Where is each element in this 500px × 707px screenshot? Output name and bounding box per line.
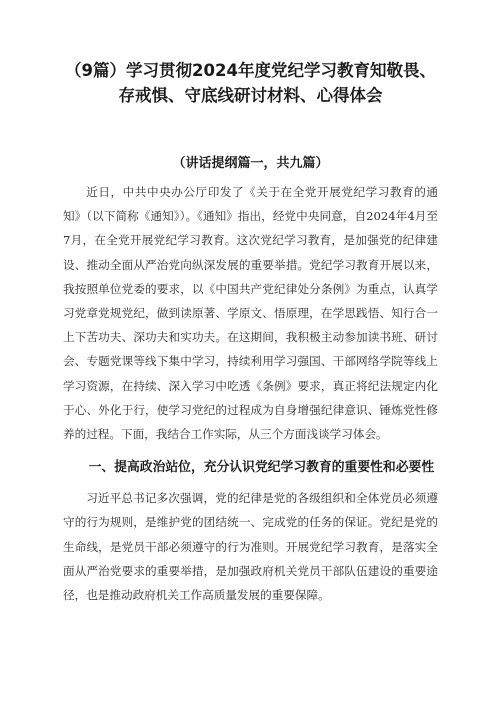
document-title [63, 58, 438, 108]
section-1-paragraph: 习近平总书记多次强调，党的纪律是党的各级组织和全体党员必须遵守的行为规则，是维护党的团结统一、完成党的任务的保证。党纪是党的生命线，是党员干部必须遵守的行为准则。开展党纪学习教育，是落实全面从严治党要求的重要举措，是加强政府机关党员干部队伍建设的重要途径，也是推动政府机关工作高质量发展的重要保障。 [63, 491, 438, 603]
title-line-2: 存戒惧、守底线研讨材料、心得体会 [118, 86, 383, 105]
title-line-1: （9篇）学习贯彻2024年度党纪学习教育知敬畏、 [65, 61, 436, 80]
intro-paragraph: 近日，中共中央办公厅印发了《关于在全党开展党纪学习教育的通知》（以下简称《通知》）。《通知》指出，经党中央同意，自2024年4月至7月，在全党开展党纪学习教育。这次党纪学习教育，是加强党的纪律建设、推动全面从严治党向纵深发展的重要举措。党纪学习教育开展以来，我按照单位党委的要求，以《中国共产党纪律处分条例》为重点，认真学习党章党规党纪，做到读原著、学原文、悟原理，在学思践悟、知行合一上下苦功夫、深功夫和实功夫。在这期间，我积极主动参加读书班、研讨会、专题党课等线下集中学习，持续利用学习强国、干部网络学院等线上学习资源，在持续、深入学习中吃透《条例》要求，真正将纪法规定内化于心、外化于行，使学习党纪的过程成为自身增强纪律意识、锤炼党性修养的过程。下面，我结合工作实际，从三个方面浅谈学习体会。 [63, 185, 438, 442]
section-heading-1: 一、提高政治站位，充分认识党纪学习教育的重要性和必要性 [88, 460, 435, 476]
document-subtitle: （讲话提纲篇一，共九篇） [172, 156, 329, 171]
